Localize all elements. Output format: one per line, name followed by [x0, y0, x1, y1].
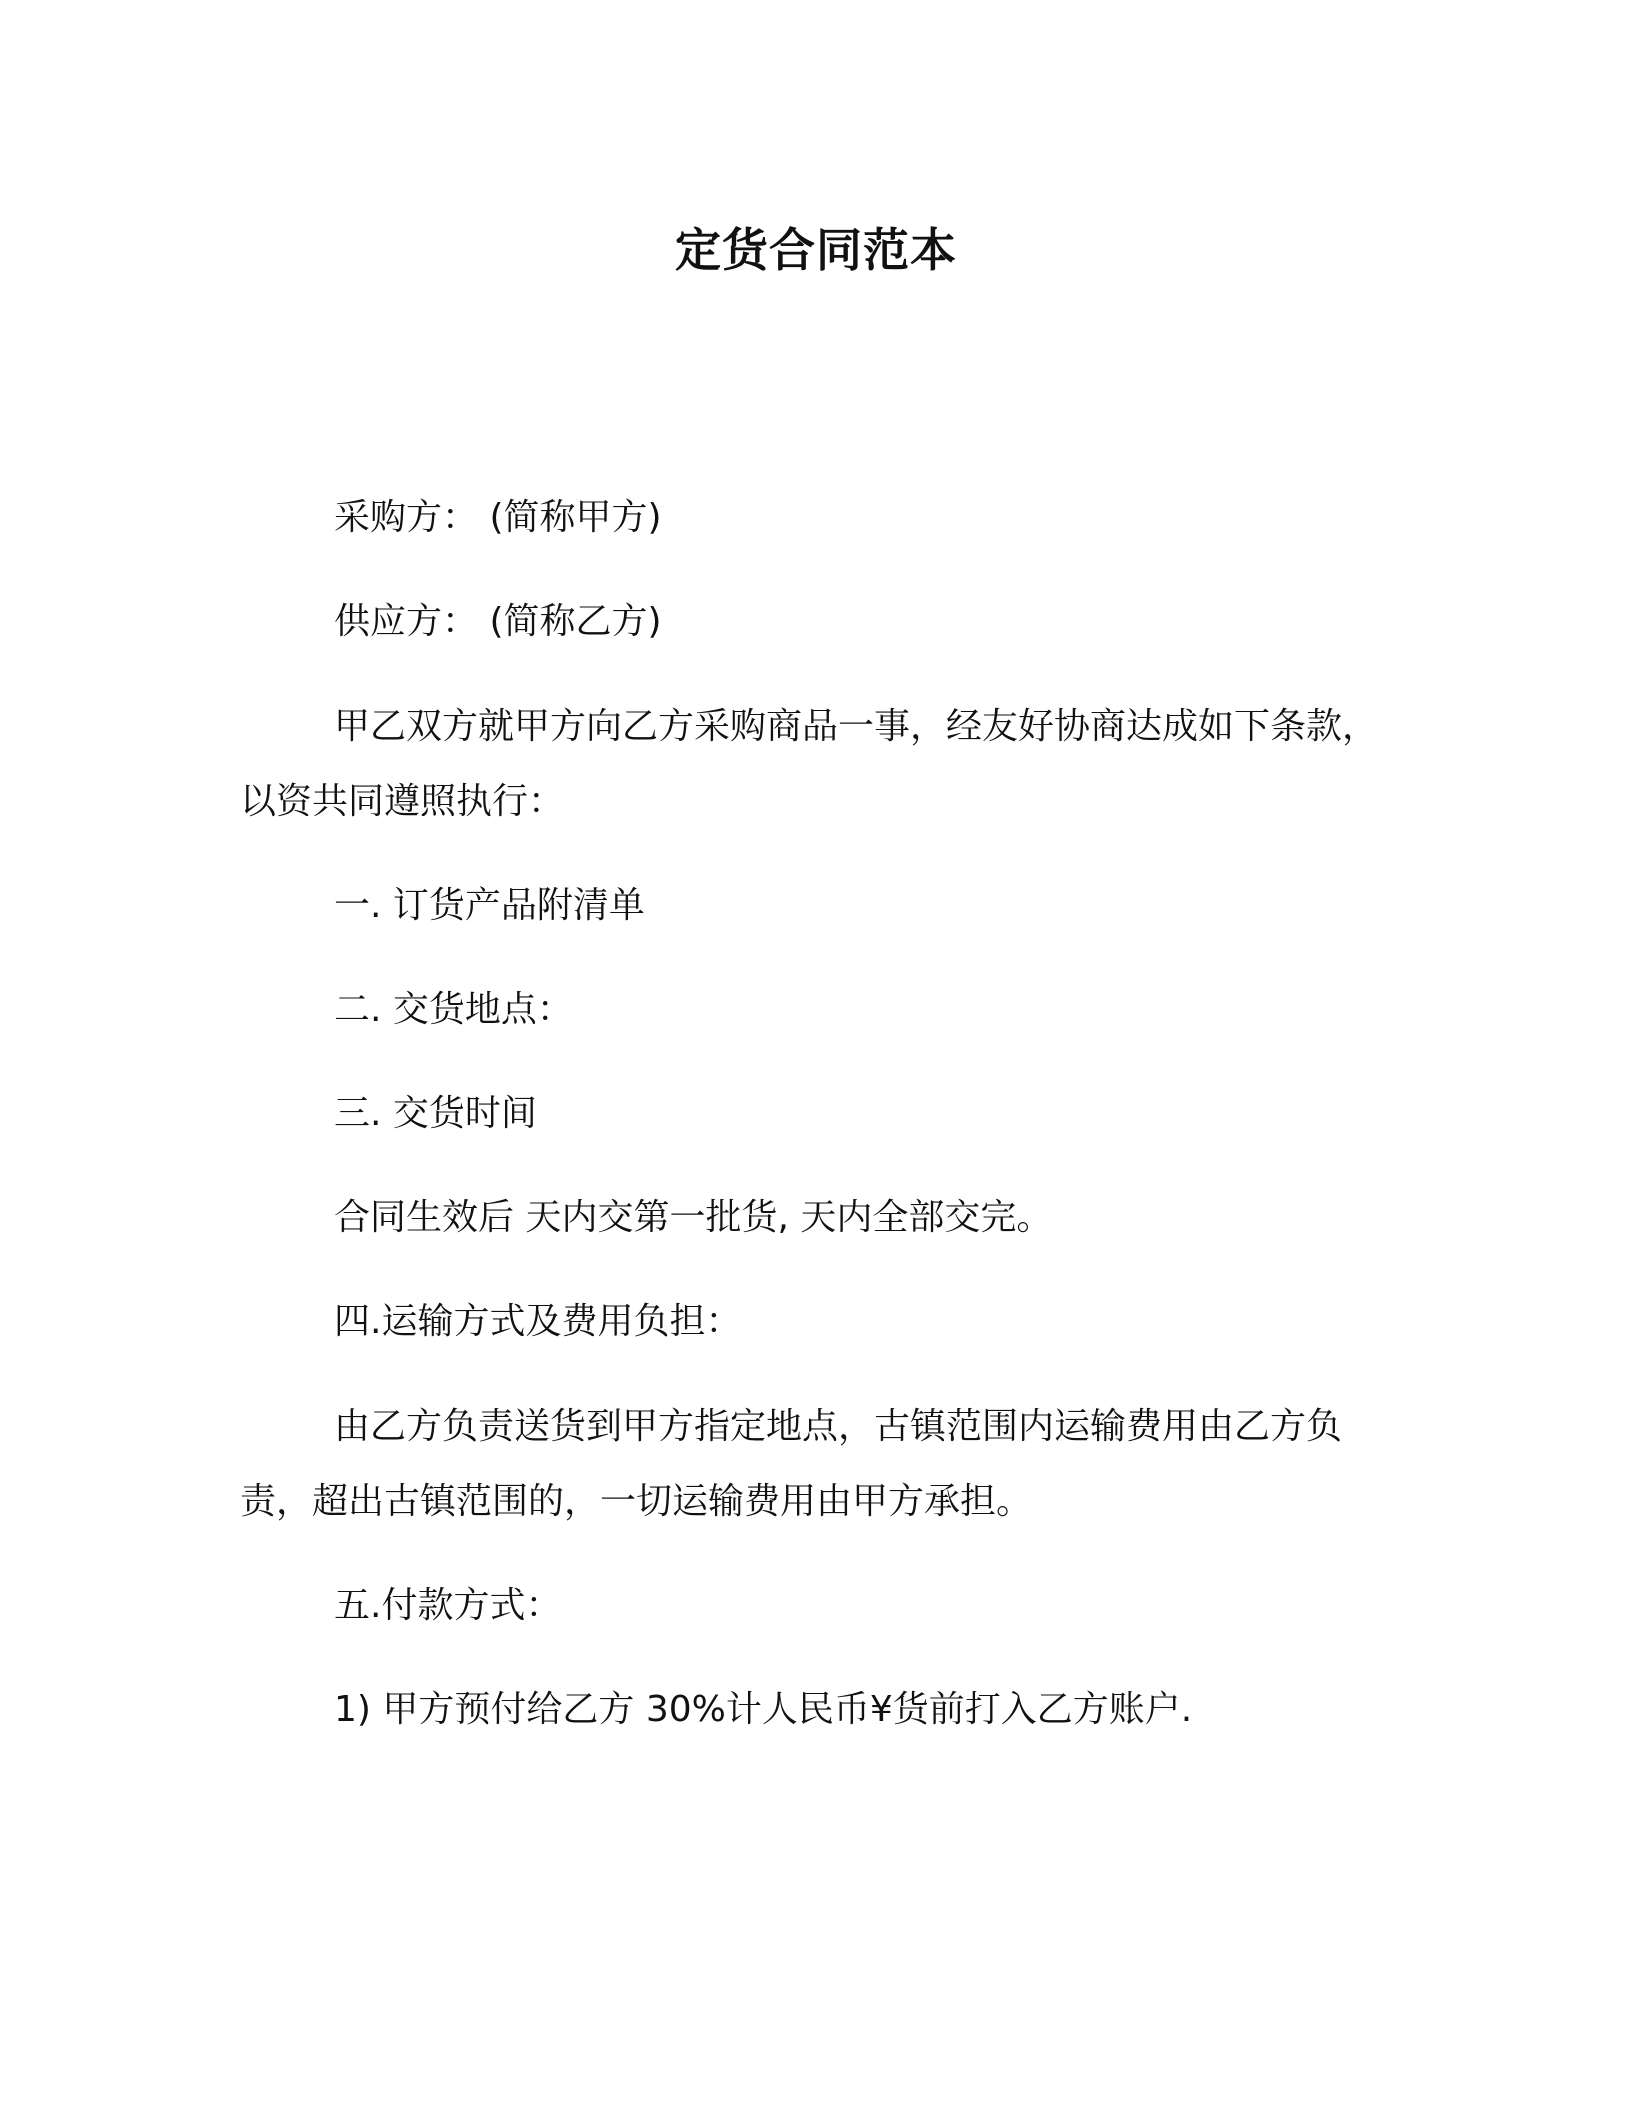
clause-4-heading: 四.运输方式及费用负担： [334, 1301, 742, 1342]
clause-1-heading: 一. 订货产品附清单 [334, 885, 645, 926]
clause-5-heading: 五.付款方式： [334, 1585, 562, 1626]
clause-2-heading: 二. 交货地点： [334, 989, 573, 1030]
payment-item-1: 1) 甲方预付给乙方 30%计人民币¥货前打入乙方账户. [334, 1689, 1193, 1730]
buyer-line: 采购方： (简称甲方) [334, 497, 662, 538]
intro-line-2: 以资共同遵照执行： [240, 781, 565, 822]
transport-line-2: 责，超出古镇范围的，一切运输费用由甲方承担。 [240, 1481, 1033, 1522]
intro-line-1: 甲乙双方就甲方向乙方采购商品一事，经友好协商达成如下条款， [334, 706, 1379, 747]
document-title: 定货合同范本 [675, 223, 957, 277]
supplier-line: 供应方： (简称乙方) [334, 601, 662, 642]
transport-line-1: 由乙方负责送货到甲方指定地点，古镇范围内运输费用由乙方负 [334, 1406, 1343, 1447]
delivery-time-text: 合同生效后 天内交第一批货, 天内全部交完。 [334, 1197, 1053, 1238]
clause-3-heading: 三. 交货时间 [334, 1093, 537, 1134]
